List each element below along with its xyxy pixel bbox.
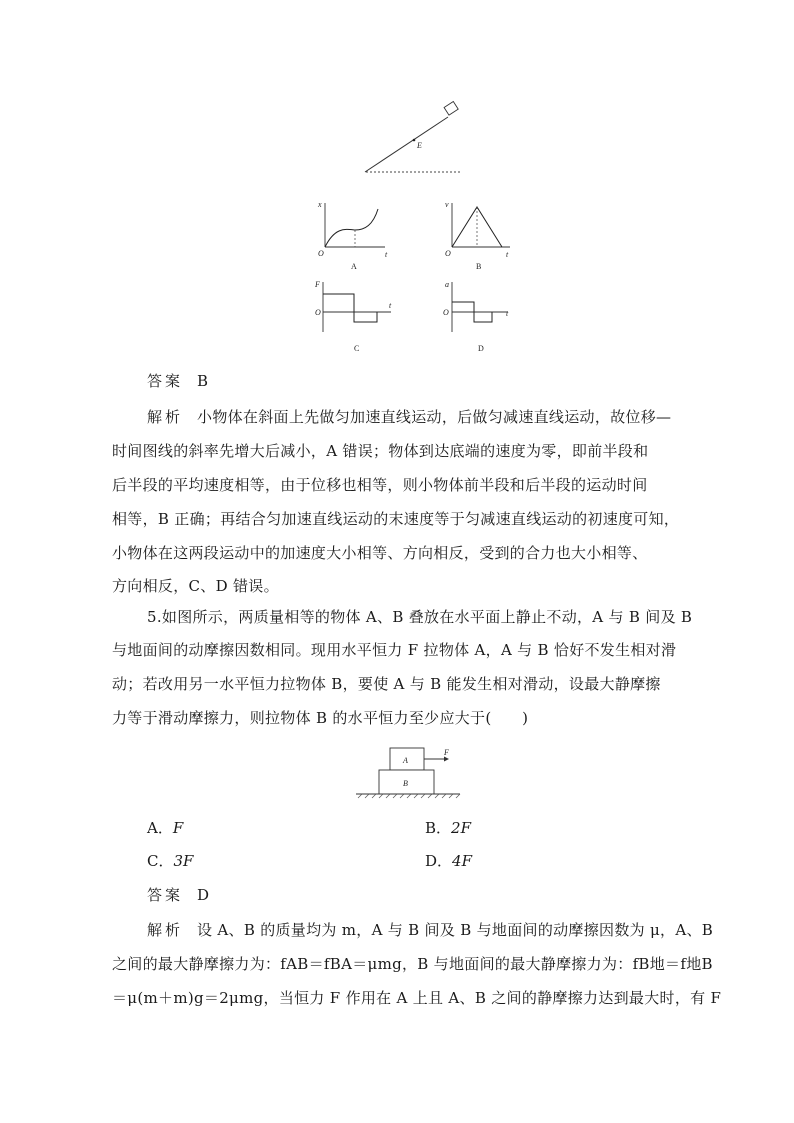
option-a-letter: A． <box>147 819 173 837</box>
q5-stem-line: 与地面间的动摩擦因数相同。现用水平恒力 F 拉物体 A，A 与 B 恰好不发生相对滑 <box>112 641 677 659</box>
graph-a <box>315 197 395 275</box>
graph-b-caption: B <box>476 262 482 271</box>
q4-analysis-line: 时间图线的斜率先增大后减小，A 错误；物体到达底端的速度为零，即前半段和 <box>112 442 649 460</box>
incline-surface <box>365 117 448 172</box>
q5-stem-line: 力等于滑动摩擦力，则拉物体 B 的水平恒力至少应大于( ) <box>112 709 529 727</box>
graph-a-caption: A <box>351 262 357 271</box>
graph-a-origin: O <box>318 249 324 258</box>
graph-b-x-label: t <box>506 250 509 259</box>
point-e-label: E <box>417 141 422 150</box>
q5-analysis-line: 之间的最大静摩擦力为：fAB＝fBA＝μmg，B 与地面间的最大静摩擦力为：fB地＝f地B <box>112 955 713 973</box>
graph-b <box>440 197 520 275</box>
point-e <box>413 139 416 142</box>
graph-a-y-label: x <box>318 200 322 209</box>
graph-a-x-label: t <box>385 250 388 259</box>
blocks-figure <box>352 744 464 800</box>
incline-figure <box>360 100 470 180</box>
option-c[interactable] <box>147 851 193 871</box>
option-a-value: F <box>172 819 184 837</box>
q4-analysis-line: 相等，B 正确；再结合匀加速直线运动的末速度等于匀减速直线运动的初速度可知， <box>112 510 680 528</box>
graph-d-caption: D <box>478 344 484 353</box>
graph-d-origin: O <box>443 308 449 317</box>
q4-answer-label: 答案 <box>147 372 184 390</box>
force-label: F <box>444 748 449 757</box>
graph-c-x-label: t <box>389 301 392 310</box>
q4-analysis-text: 小物体在斜面上先做匀加速直线运动，后做匀减速直线运动，故位移— <box>197 408 672 426</box>
option-a[interactable] <box>147 818 183 838</box>
option-c-value: 3F <box>173 852 194 870</box>
q4-analysis-label: 解析 <box>147 408 184 426</box>
graph-b-y-label: v <box>445 200 449 209</box>
q5-analysis-line <box>147 920 713 940</box>
option-b[interactable] <box>425 818 471 838</box>
graph-d-y-label: a <box>445 280 449 289</box>
graph-c <box>313 277 398 355</box>
q4-analysis-line: 小物体在这两段运动中的加速度大小相等、方向相反，受到的合力也大小相等、 <box>112 544 648 562</box>
option-d[interactable] <box>425 851 472 871</box>
q4-analysis-line: 后半段的平均速度相等，由于位移也相等，则小物体前半段和后半段的运动时间 <box>112 476 648 494</box>
block-b-label: B <box>403 779 408 788</box>
q5-stem-line: 5.如图所示，两质量相等的物体 A、B 叠放在水平面上静止不动，A 与 B 间及 B <box>147 608 693 626</box>
option-d-value: 4F <box>452 852 472 870</box>
q4-answer <box>147 371 208 391</box>
q4-analysis-line <box>147 407 671 427</box>
q4-analysis-line: 方向相反，C、D 错误。 <box>112 577 279 595</box>
graph-c-step <box>323 294 377 322</box>
graph-c-y-label: F <box>315 280 320 289</box>
q5-stem-line: 动；若改用另一水平恒力拉物体 B，要使 A 与 B 能发生相对滑动，设最大静摩擦 <box>112 675 661 693</box>
q5-answer-label: 答案 <box>147 886 184 904</box>
q5-analysis-text: 设 A、B 的质量均为 m，A 与 B 间及 B 与地面间的动摩擦因数为 μ，A、B <box>197 921 714 939</box>
graph-b-origin: O <box>445 249 451 258</box>
option-b-value: 2F <box>451 819 471 837</box>
graph-d-x-label: t <box>506 309 509 318</box>
option-b-letter: B． <box>425 819 452 837</box>
graph-c-origin: O <box>315 308 321 317</box>
block-a-label: A <box>403 756 408 765</box>
q5-answer <box>147 885 209 905</box>
q5-answer-value: D <box>197 886 210 904</box>
q4-answer-value: B <box>197 372 209 390</box>
q5-analysis-label: 解析 <box>147 921 184 939</box>
option-d-letter: D． <box>425 852 453 870</box>
graph-d <box>440 277 525 355</box>
graph-c-caption: C <box>354 344 360 353</box>
option-c-letter: C． <box>147 852 174 870</box>
graph-a-curve <box>325 209 378 247</box>
q5-analysis-line: ＝μ(m＋m)g＝2μmg，当恒力 F 作用在 A 上且 A、B 之间的静摩擦力达到最大时，有 F <box>112 989 722 1007</box>
incline-block <box>444 102 458 116</box>
